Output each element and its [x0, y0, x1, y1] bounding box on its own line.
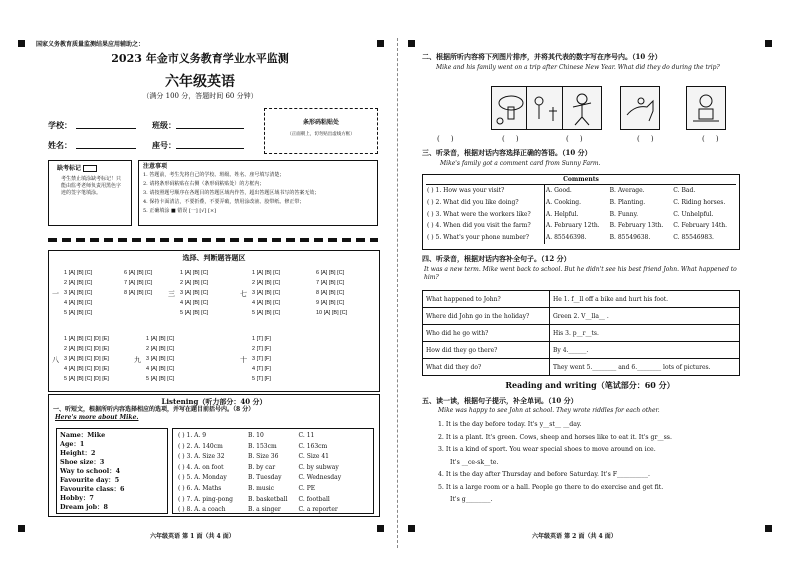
q5-line[interactable]: 3. It is a kind of sport. You wear special shoes to move around on ice.	[438, 446, 656, 453]
exam-title: 2023 年金市义务教育学业水平监测	[111, 52, 289, 65]
option-row[interactable]	[177, 431, 351, 442]
option-row[interactable]	[177, 473, 351, 484]
comment-cell: B. Average.	[609, 187, 645, 194]
note-item: 4. 保持卡面清洁，不要折叠，不要弄破，禁用涂改液、胶带纸、修正带；	[143, 199, 305, 205]
mike-info-lines	[60, 431, 167, 512]
q4-table	[422, 290, 740, 376]
comment-row[interactable]	[426, 232, 736, 244]
mike-info-line: Way to school：4	[60, 467, 121, 475]
q3-intro: Mike's family got a comment card from Sunny Farm.	[440, 160, 601, 167]
option-cell: ( ) 6. A. Maths	[178, 484, 222, 492]
comment-card	[422, 174, 740, 250]
mike-info-line: Favourite day：5	[60, 476, 120, 484]
seat-field[interactable]	[176, 148, 244, 149]
mike-info-line: Favourite class：6	[60, 485, 125, 493]
bubble-row[interactable]: 2 [A] [B] [C]	[64, 280, 93, 286]
bubble-row[interactable]: 7 [A] [B] [C]	[316, 280, 345, 286]
option-cell: B. 153cm	[247, 442, 277, 450]
bubble-row[interactable]: 3 [A] [B] [C] [D] [E]	[64, 356, 109, 362]
answer-paren-3[interactable]: ( )	[566, 135, 583, 143]
q4-row	[423, 342, 740, 359]
bubble-row[interactable]: 4 [T] [F]	[252, 366, 271, 372]
comment-cell: ( ) 1. How was your visit?	[426, 185, 544, 197]
option-cell: C. Wednesday	[298, 474, 342, 482]
q4-intro: It was a new term. Mike went back to school. But he didn't see his best friend John. What happened to him?	[424, 266, 737, 281]
bubble-row[interactable]: 7 [A] [B] [C]	[124, 280, 153, 286]
bubble-group	[252, 334, 271, 384]
bubble-group	[180, 268, 208, 318]
comment-cell: C. February 14th.	[673, 222, 728, 230]
comment-row[interactable]	[426, 220, 736, 232]
note-item: 1. 答题前，考生先将自己的学校、班级、姓名、座号填写清楚；	[143, 172, 285, 178]
notes-list	[143, 171, 377, 216]
comment-table	[426, 184, 736, 244]
comment-cell: A. February 12th.	[545, 222, 600, 230]
bubble-row[interactable]: 8 [A] [B] [C]	[124, 290, 153, 296]
registration-mark	[765, 40, 772, 47]
option-cell: ( ) 1. A. 9	[178, 432, 207, 439]
bubble-group-label: 十	[240, 356, 247, 364]
choice-area-title: 选择、判断题答题区	[182, 253, 246, 262]
bubble-row[interactable]: 2 [A] [B] [C]	[146, 346, 175, 352]
q4-question: Who did he go with?	[423, 325, 550, 342]
q5-intro: Mike was happy to see John at school. They wrote riddles for each other.	[438, 407, 660, 414]
picture-5	[686, 86, 726, 130]
option-row[interactable]	[177, 442, 351, 453]
cut-line	[48, 238, 378, 242]
option-row[interactable]	[177, 495, 351, 506]
answer-paren-4[interactable]: ( )	[637, 135, 654, 143]
registration-mark	[377, 40, 384, 47]
q5-line[interactable]: It's __ce-sk__te.	[450, 458, 499, 466]
q4-row	[423, 325, 740, 342]
q2-intro: Mike and his family went on a trip after Chinese New Year. What did they do during the trip?	[436, 64, 720, 71]
q4-row	[423, 291, 740, 308]
comment-row[interactable]	[426, 197, 736, 209]
bubble-row[interactable]: 6 [A] [B] [C]	[316, 270, 345, 276]
bubble-group	[252, 268, 280, 318]
option-cell: ( ) 2. A. 140cm	[178, 442, 223, 450]
listening-heading: Listening（听力部分：40 分）	[161, 397, 267, 406]
q5-lines	[438, 419, 672, 507]
q4-answer[interactable]: He 1. f__ll off a bike and hurt his foot.	[550, 291, 740, 308]
q4-question: Where did John go in the holiday?	[423, 308, 550, 325]
school-field[interactable]	[76, 128, 136, 129]
bubble-row[interactable]: 2 [A] [B] [C]	[180, 280, 209, 286]
option-row[interactable]	[177, 505, 351, 516]
comment-cell: ( ) 2. What did you like doing?	[426, 197, 544, 209]
bubble-row[interactable]: 1 [T] [F]	[252, 336, 271, 342]
bubble-row[interactable]: 1 [A] [B] [C]	[146, 336, 175, 342]
name-field[interactable]	[76, 148, 136, 149]
registration-mark	[765, 525, 772, 532]
mike-info-line: Dream job：8	[60, 503, 108, 511]
option-cell: B. music	[247, 484, 275, 492]
bubble-row[interactable]: 5 [A] [B] [C]	[180, 310, 209, 316]
comment-cell: ( ) 3. What were the workers like?	[426, 209, 544, 221]
comment-cell: ( ) 4. When did you visit the farm?	[426, 220, 544, 232]
comment-cell: A. Helpful.	[545, 210, 579, 218]
q5-line[interactable]: 5. It is a large room or a hall. People go there to do exercise and get fit.	[438, 483, 664, 491]
planting-tree-image	[527, 87, 565, 129]
q5-line[interactable]: 4. It is the day after Thursday and before Saturday. It's F__________.	[438, 471, 650, 478]
registration-mark	[18, 525, 25, 532]
picture-1	[491, 86, 531, 130]
bubble-row[interactable]: 5 [A] [B] [C]	[252, 310, 281, 316]
option-cell: ( ) 3. A. Size 32	[178, 453, 225, 461]
option-cell: ( ) 4. A. on foot	[178, 463, 224, 471]
class-field[interactable]	[176, 128, 244, 129]
q4-question: How did they go there?	[423, 342, 550, 359]
bubble-row[interactable]: 3 [A] [B] [C]	[64, 290, 93, 296]
absent-text: 考生禁止填涂缺考标记！只能由监考老师负责用黑色字迹的签字笔填涂。	[61, 176, 122, 196]
bubble-group	[64, 334, 109, 384]
option-cell: B. 10	[247, 432, 264, 439]
q1-options-table	[177, 431, 351, 516]
bubble-row[interactable]: 2 [A] [B] [C]	[252, 280, 281, 286]
option-cell: B. by car	[247, 463, 276, 471]
mike-info-line: Name：Mike	[60, 431, 106, 439]
answer-paren-2[interactable]: ( )	[502, 135, 519, 143]
option-row[interactable]	[177, 484, 351, 495]
class-label: 班级：	[152, 120, 176, 130]
note-item: 2. 请将条形码粘贴在右侧（条形码粘贴处）的方框内；	[143, 181, 265, 187]
waving-boy-image	[563, 87, 601, 129]
riding-horse-image	[621, 87, 659, 129]
bubble-group-label: 三	[168, 290, 175, 298]
q5-line[interactable]: It's g________.	[450, 496, 493, 503]
option-cell: B. basketball	[247, 495, 288, 503]
comment-cell: B. Planting.	[609, 198, 646, 206]
picture-3	[562, 86, 602, 130]
comment-row[interactable]	[426, 209, 736, 221]
bubble-row[interactable]: 4 [A] [B] [C]	[180, 300, 209, 306]
bubble-row[interactable]: 3 [A] [B] [C]	[252, 290, 281, 296]
note-item: 3. 请按照题号顺序在各题目的答题区域内作答，超出答题区域书写的答案无效；	[143, 190, 320, 196]
picture-4	[620, 86, 660, 130]
absent-title: 缺考标记	[57, 165, 131, 173]
bubble-row[interactable]: 4 [A] [B] [C]	[64, 300, 93, 306]
option-cell: C. football	[298, 495, 330, 503]
option-cell: ( ) 5. A. Monday	[178, 474, 227, 482]
q4-question: What happened to John?	[423, 291, 550, 308]
bubble-row[interactable]: 6 [A] [B] [C]	[124, 270, 153, 276]
absent-box	[48, 160, 132, 226]
bubble-group	[64, 268, 92, 318]
name-label: 姓名：	[48, 140, 72, 150]
exam-subject: 六年级英语	[165, 74, 235, 90]
note-item: 5. 正确填涂 ■ 错误 [一] [√] [×]	[143, 208, 217, 214]
absent-mark-box[interactable]	[83, 165, 97, 172]
comment-cell: C. 85546983.	[673, 234, 714, 242]
bubble-group-label: 八	[52, 356, 59, 364]
comment-cell: C. Unhelpful.	[673, 210, 714, 218]
registration-mark	[408, 40, 415, 47]
bubble-row[interactable]: 1 [A] [B] [C]	[64, 270, 93, 276]
bubble-group	[146, 334, 174, 384]
option-cell: B. Tuesday	[247, 474, 282, 482]
mike-info-line: Hobby：7	[60, 494, 94, 502]
barcode-title: 条形码粘贴处	[302, 119, 339, 126]
bubble-row[interactable]: 5 [A] [B] [C] [D] [E]	[64, 376, 109, 382]
bubble-row[interactable]: 4 [A] [B] [C]	[252, 300, 281, 306]
q4-row	[423, 359, 740, 376]
option-cell: B. a singer	[247, 506, 281, 514]
bubble-group-label: 九	[134, 356, 141, 364]
mushroom-picnic-image	[492, 87, 530, 129]
bubble-row[interactable]: 2 [A] [B] [C] [D] [E]	[64, 346, 109, 352]
option-cell: C. Size 41	[298, 453, 329, 461]
comment-card-title: Comments	[563, 176, 599, 183]
comment-cell: B. Funny.	[609, 210, 639, 218]
answer-paren-1[interactable]: ( )	[437, 135, 454, 143]
footer-left: 六年级英语 第 1 面（共 4 面）	[150, 533, 235, 540]
comment-cell: C. Bad.	[673, 187, 696, 194]
bubble-row[interactable]: 2 [T] [F]	[252, 346, 271, 352]
bubble-group-label: 七	[240, 290, 247, 298]
rw-heading: Reading and writing（笔试部分：60 分）	[505, 380, 675, 390]
barcode-box	[264, 108, 378, 154]
bubble-row[interactable]: 8 [A] [B] [C]	[316, 290, 345, 296]
bubble-row[interactable]: 3 [A] [B] [C]	[180, 290, 209, 296]
mike-info-line: Shoe size：3	[60, 458, 105, 466]
option-cell: C. by subway	[298, 463, 339, 471]
school-label: 学校：	[48, 120, 72, 130]
q1-intro: Here's more about Mike.	[55, 414, 139, 421]
answer-paren-5[interactable]: ( )	[702, 135, 719, 143]
q4-row	[423, 308, 740, 325]
comment-cell: C. Riding horses.	[673, 198, 726, 206]
bubble-group-label: 一	[52, 290, 59, 298]
comment-cell: B. February 13th.	[609, 222, 664, 230]
q3-title: 三、听录音，根据对话内容选择正确的答语。（10 分）	[422, 148, 592, 157]
bubble-row[interactable]: 4 [A] [B] [C]	[146, 366, 175, 372]
comment-cell: A. 85546398.	[545, 234, 587, 242]
comment-cell: A. Cooking.	[545, 198, 582, 206]
q5-title: 五、读一读，根据句子提示，补全单词。（10 分）	[422, 396, 578, 405]
footer-right: 六年级英语 第 2 面（共 4 面）	[532, 533, 617, 540]
q4-answer[interactable]: They went 5.________ and 6.________ lots of pictures.	[550, 359, 740, 376]
mike-info-card	[56, 428, 168, 514]
bubble-row[interactable]: 1 [A] [B] [C]	[252, 270, 281, 276]
registration-mark	[377, 525, 384, 532]
q4-title: 四、听录音，根据对话内容补全句子。（12 分）	[422, 254, 571, 263]
q5-line[interactable]: 1. It is the day before today. It's y__st__ __day.	[438, 421, 582, 428]
notes-box	[138, 160, 378, 226]
q1-title: 一、听短文，根据所听内容选择相应的选项，并写在题目前括号内。（8 分）	[53, 406, 255, 413]
option-cell: ( ) 7. A. ping-pong	[178, 495, 233, 503]
comment-cell: ( ) 5. What's your phone number?	[426, 232, 544, 244]
bubble-row[interactable]: 1 [A] [B] [C] [D] [E]	[64, 336, 109, 342]
q4-question: What did they do?	[423, 359, 550, 376]
bubble-row[interactable]: 9 [A] [B] [C]	[316, 300, 345, 306]
exam-meta: （满分 100 分，答题时间 60 分钟）	[142, 92, 258, 100]
option-cell: C. 163cm	[298, 442, 328, 450]
option-cell: ( ) 8. A. a coach	[178, 506, 226, 514]
bubble-row[interactable]: 3 [T] [F]	[252, 356, 271, 362]
option-cell: C. 11	[298, 432, 315, 439]
page-divider	[397, 38, 398, 548]
option-row[interactable]	[177, 452, 351, 463]
bubble-row[interactable]: 5 [A] [B] [C]	[64, 310, 93, 316]
watermark-text: 国家义务教育质量监测结果应用辅助之：	[36, 41, 145, 48]
bubble-row[interactable]: 10 [A] [B] [C]	[316, 310, 348, 316]
comment-cell: B. 85549638.	[609, 234, 651, 242]
q2-title: 二、根据所听内容将下列图片排序，并将其代表的数字写在序号内。（10 分）	[422, 52, 662, 61]
notes-title: 注意事项	[143, 163, 168, 170]
barcode-note: （正面朝上，切勿贴出虚线方框）	[287, 132, 355, 137]
bubble-row[interactable]: 5 [T] [F]	[252, 376, 271, 382]
comment-cell: A. Good.	[545, 187, 572, 194]
bubble-row[interactable]: 1 [A] [B] [C]	[180, 270, 209, 276]
q5-line[interactable]: 2. It is a plant. It's green. Cows, sheep and horses like to eat it. It's gr__ss.	[438, 433, 672, 441]
mike-info-line: Age：1	[60, 440, 85, 448]
registration-mark	[408, 525, 415, 532]
mike-info-line: Height：2	[60, 449, 96, 457]
bubble-row[interactable]: 5 [A] [B] [C]	[146, 376, 175, 382]
comment-row[interactable]	[426, 185, 736, 197]
q4-answer[interactable]: By 4.______.	[550, 342, 740, 359]
option-cell: C. a reporter	[298, 506, 338, 514]
bubble-group	[316, 268, 347, 318]
bubble-row[interactable]: 3 [A] [B] [C]	[146, 356, 175, 362]
option-row[interactable]	[177, 463, 351, 474]
seat-label: 座号：	[152, 140, 176, 150]
registration-mark	[18, 40, 25, 47]
option-cell: B. Size 36	[247, 453, 279, 461]
q4-answer[interactable]: His 3. p__r__ts.	[550, 325, 740, 342]
bubble-group	[124, 268, 152, 298]
boy-at-table-image	[687, 87, 725, 129]
q1-options	[172, 428, 374, 514]
picture-2	[526, 86, 566, 130]
option-cell: C. PE	[298, 484, 316, 492]
q4-answer[interactable]: Green 2. V__lla__ .	[550, 308, 740, 325]
bubble-row[interactable]: 4 [A] [B] [C] [D] [E]	[64, 366, 109, 372]
